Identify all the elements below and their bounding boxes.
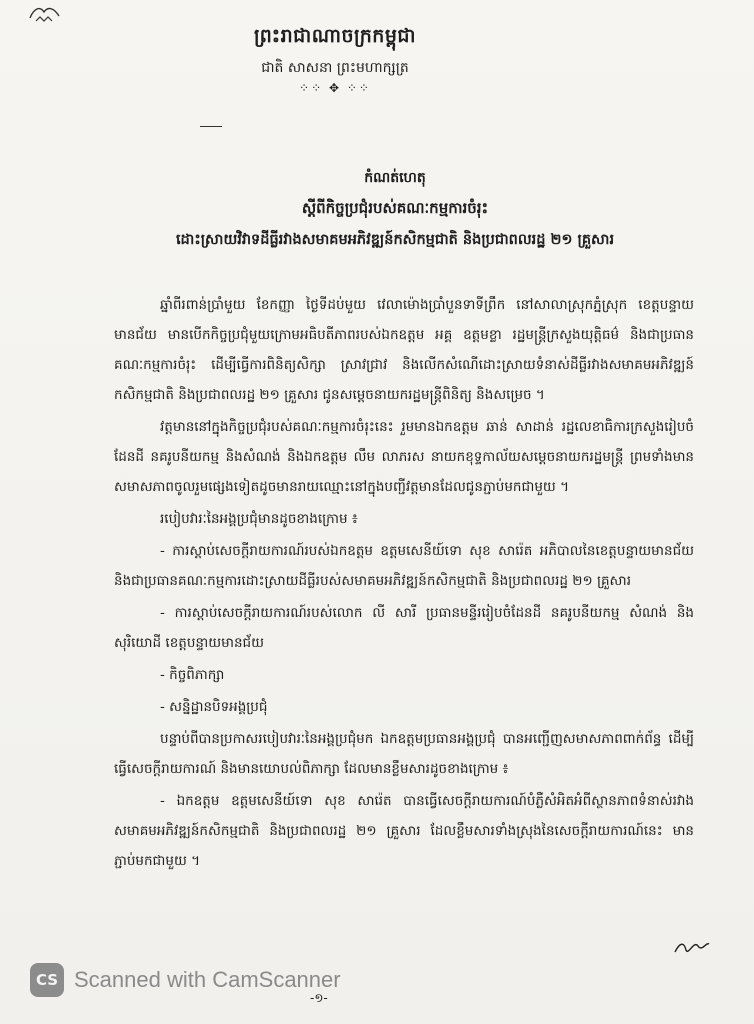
agenda-item-1: - ការស្តាប់សេចក្តីរាយការណ៍របស់ឯកឧត្តម ឧត្តមសេនីយ៍ទោ សុខ សារ៉េត អភិបាលនៃខេត្តបន្ទាយមានជ័យ និងជាប្រធានគណៈកម្មការដោះស្រាយដីធ្លីរបស់សមាគមអភិវឌ្ឍន៍កសិកម្មជាតិ និងប្រជាពលរដ្ឋ ២១ គ្រួសារ (114, 543, 694, 589)
paragraph-agenda-intro: របៀបវារៈនៃអង្គប្រជុំមានដូចខាងក្រោម ៖ (160, 511, 358, 527)
document-header (190, 24, 480, 95)
paragraph-attendance: វត្តមាននៅក្នុងកិច្ចប្រជុំរបស់គណៈកម្មការចំរុះនេះ រួមមានឯកឧត្តម ឆាន់ សាដាន់ រដ្ឋលេខាធិការក្រសួងរៀបចំដែនដី នគរូបនីយកម្ម និងសំណង់ និងឯកឧត្តម លឹម លាភរស នាយកខុទ្ទកាល័យសម្តេចនាយករដ្ឋមន្ត្រី ព្រមទាំងមានសមាសភាពចូលរួមផ្សេងទៀតដូចមានរាយឈ្មោះនៅក្នុងបញ្ជីវត្តមានដែលជូនភ្ជាប់មកជាមួយ ។ (114, 419, 694, 495)
scanner-watermark-text: Scanned with CamScanner (74, 967, 341, 992)
paragraph-report: - ឯកឧត្តម ឧត្តមសេនីយ៍ទោ សុខ សារ៉េត បានធ្វើសេចក្តីរាយការណ៍បំភ្លឺសំអិតអំពីស្ថានភាពទំនាស់រវាងសមាគមអភិវឌ្ឍន៍កសិកម្មជាតិ និងប្រជាពលរដ្ឋ ២១ គ្រួសារ ដែលខ្លឹមសារទាំងស្រុងនៃសេចក្តីរាយការណ៍នេះ មានភ្ជាប់មកជាមួយ ។ (114, 793, 694, 869)
agenda-item-2: - ការស្តាប់សេចក្តីរាយការណ៍របស់លោក លី សារី ប្រធានមន្ទីររៀបចំដែនដី នគរូបនីយកម្ម សំណង់ និងសុរិយោដី ខេត្តបន្ទាយមានជ័យ (114, 605, 694, 651)
seal-mark-icon (28, 4, 62, 26)
document-subject: ស្តីពីកិច្ចប្រជុំរបស់គណៈកម្មការចំរុះ (301, 199, 489, 217)
paragraph-opening: ឆ្នាំពីរពាន់ប្រាំមួយ ខែកញ្ញា ថ្ងៃទីដប់មួយ វេលាម៉ោងប្រាំបួនទាទីព្រឹក នៅសាលាស្រុកភ្នំស្រុក ខេត្តបន្ទាយមានជ័យ មានបើកកិច្ចប្រជុំមួយក្រោមអធិបតីភាពរបស់ឯកឧត្តម អគ្គ ឧត្តមខ្លា រដ្ឋមន្ត្រីក្រសួងយុត្តិធម៌ និងជាប្រធានគណៈកម្មការចំរុះ ដើម្បីធ្វើការពិនិត្យសិក្សា ស្រាវជ្រាវ និងលើកសំណើដោះស្រាយទំនាស់ដីធ្លីរវាងសមាគមអភិវឌ្ឍន៍កសិកម្មជាតិ និងប្រជាពលរដ្ឋ ២១ គ្រួសារ ជូនសម្តេចនាយករដ្ឋមន្ត្រីពិនិត្យ និងសម្រេច ។ (114, 297, 694, 403)
header-ornament: ⁘⁘ ✥ ⁘⁘ (299, 81, 371, 95)
document-title-block (110, 168, 680, 252)
document-subject-detail: ដោះស្រាយវិវាទដីធ្លីរវាងសមាគមអភិវឌ្ឍន៍កសិកម្មជាតិ និងប្រជាពលរដ្ឋ ២១ គ្រួសារ (175, 232, 615, 248)
document-body (114, 290, 694, 876)
paragraph-discussion-intro: បន្ទាប់ពីបានប្រកាសរបៀបវារៈនៃអង្គប្រជុំមក ឯកឧត្តមប្រធានអង្គប្រជុំ បានអញ្ជើញសមាសភាពពាក់ព័ន្ធ ដើម្បីធ្វើសេចក្តីរាយការណ៍ និងមានយោបល់ពិភាក្សា ដែលមានខ្លឹមសារដូចខាងក្រោម ៖ (114, 731, 694, 777)
header-divider (200, 126, 222, 127)
agenda-item-4: - សន្និដ្ឋានបិទអង្គប្រជុំ (160, 699, 268, 715)
initials-signature-icon (672, 936, 712, 960)
document-type: កំណត់ហេតុ (364, 170, 426, 186)
agenda-item-3: - កិច្ចពិភាក្សា (160, 667, 225, 683)
scanner-watermark (30, 963, 341, 997)
page-number: -១- (310, 991, 328, 1005)
national-motto: ជាតិ សាសនា ព្រះមហាក្សត្រ (261, 60, 409, 76)
camscanner-logo-icon: CS (30, 963, 64, 997)
kingdom-title: ព្រះរាជាណាចក្រកម្ពុជា (254, 25, 416, 47)
